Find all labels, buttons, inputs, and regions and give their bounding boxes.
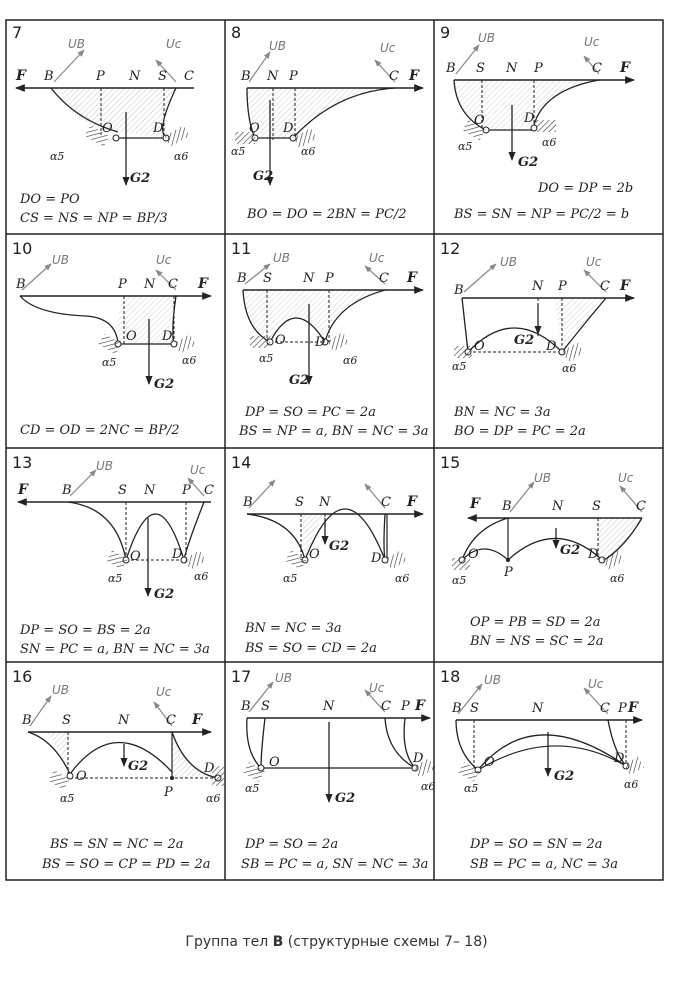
point-label: S [118,483,127,498]
point-label: S [476,61,485,76]
velocity-label-b: UB [273,251,291,265]
equation: OP = PB = SD = 2a [470,615,601,630]
point-label: D [315,335,326,350]
angle-label: α5 [245,782,260,795]
point-label: N [506,61,518,76]
point-label: P [401,699,410,714]
velocity-label-c: Uc [588,677,604,691]
velocity-label-b: UB [484,673,502,687]
point-label: P [558,279,567,294]
force-label: F [620,60,630,76]
point-label: B [452,701,462,716]
point-label: D [204,761,215,776]
point-label: P [325,271,334,286]
point-label: B [44,69,54,84]
point-label: C [600,279,610,294]
angle-label: α6 [395,572,410,585]
point-label: P [534,61,543,76]
point-label: N [532,279,544,294]
figure-caption [0,934,673,950]
equation: BS = SO = CP = PD = 2a [42,857,211,872]
point-label: C [166,713,176,728]
point-label: O [275,333,286,348]
equation: DO = PO [20,192,80,207]
point-label: B [62,483,72,498]
velocity-label-c: Uc [190,463,206,477]
point-label: C [184,69,194,84]
point-label: O [474,339,485,354]
gravity-label: G2 [329,539,350,554]
velocity-label-c: Uc [380,41,396,55]
gravity-label: G2 [130,171,151,186]
equation: CS = NS = NP = BP/3 [20,211,168,226]
force-label: F [470,496,480,512]
velocity-label-b: UB [500,255,518,269]
scheme-cell-11 [231,239,429,439]
point-label: C [168,277,178,292]
angle-label: α6 [542,136,557,149]
equation: SB = PC = a, SN = NC = 3a [241,857,429,872]
point-label: B [237,271,247,286]
angle-label: α5 [50,150,65,163]
cell-number: 16 [12,667,33,686]
gravity-label: G2 [554,769,575,784]
velocity-label-c: Uc [369,251,385,265]
point-label: B [22,713,32,728]
point-label: N [144,483,156,498]
gravity-label: G2 [560,543,581,558]
equation: BN = NC = 3a [454,405,551,420]
point-label: S [158,69,167,84]
cell-number: 12 [440,239,461,258]
equation: BN = NS = SC = 2a [470,634,604,649]
scheme-cell-12 [440,239,634,439]
scheme-cell-9 [440,23,634,222]
cell-number: 15 [440,453,461,472]
gravity-label: G2 [518,155,539,170]
point-label: D [614,751,625,766]
point-label: O [484,755,495,770]
point-label: D [588,547,599,562]
point-label: O [126,329,137,344]
point-label: S [62,713,71,728]
equation: BO = DP = PC = 2a [454,424,586,439]
point-label: O [76,769,87,784]
gravity-label: G2 [335,791,356,806]
equation: BS = SN = NP = PC/2 = b [454,207,630,222]
angle-label: α6 [301,145,316,158]
force-label: F [198,276,208,292]
point-label: P [504,565,513,580]
point-label: C [592,61,602,76]
force-label: F [407,494,417,510]
point-label: P [164,785,173,800]
equation: DP = SO = SN = 2a [470,837,603,852]
grid-frame [6,20,663,880]
velocity-label-c: Uc [156,253,172,267]
point-label: B [16,277,26,292]
equation: CD = OD = 2NC = BP/2 [20,423,180,438]
force-label: F [415,698,425,714]
equation: BN = NC = 3a [245,621,342,636]
equation: SN = PC = a, BN = NC = 3a [20,642,210,657]
point-label: D [413,751,424,766]
angle-label: α5 [259,352,274,365]
velocity-label-c: Uc [618,471,634,485]
scheme-cell-7 [12,23,194,226]
equation: DO = DP = 2b [538,181,634,196]
angle-label: α5 [464,782,479,795]
angle-label: α5 [458,140,473,153]
angle-label: α5 [60,792,75,805]
gravity-label: G2 [154,587,175,602]
point-label: N [552,499,564,514]
point-label: P [618,701,627,716]
scheme-cell-15 [440,453,646,649]
velocity-label-b: UB [275,671,293,685]
point-label: O [249,121,260,136]
point-label: C [204,483,214,498]
point-label: B [454,283,464,298]
angle-label: α6 [624,778,639,791]
point-label: P [118,277,127,292]
point-label: B [502,499,512,514]
angle-label: α6 [194,570,209,583]
point-label: N [129,69,141,84]
velocity-label-c: Uc [586,255,602,269]
angle-label: α6 [562,362,577,375]
point-label: B [446,61,456,76]
velocity-label-b: UB [68,37,86,51]
point-label: N [118,713,130,728]
equation: DP = SO = 2a [245,837,339,852]
force-label: F [409,68,419,84]
cell-number: 11 [231,239,252,258]
gravity-label: G2 [154,377,175,392]
velocity-label-b: UB [534,471,552,485]
cell-number: 13 [12,453,33,472]
point-label: N [303,271,315,286]
equation: BS = SN = NC = 2a [50,837,184,852]
velocity-label-b: UB [52,683,70,697]
angle-label: α6 [182,354,197,367]
angle-label: α5 [102,356,117,369]
force-label: F [628,700,638,716]
point-label: C [636,499,646,514]
cell-number: 8 [231,23,242,42]
point-label: C [381,699,391,714]
velocity-label-c: Uc [166,37,182,51]
point-label: S [470,701,479,716]
point-label: C [600,701,610,716]
point-label: C [379,271,389,286]
angle-label: α5 [452,574,467,587]
point-label: S [263,271,272,286]
force-label: F [407,270,417,286]
point-label: O [474,113,485,128]
angle-label: α6 [206,792,221,805]
point-label: C [381,495,391,510]
equation: DP = SO = PC = 2a [245,405,376,420]
angle-label: α6 [610,572,625,585]
scheme-cell-17 [231,667,435,872]
point-label: D [283,121,294,136]
scheme-cell-16 [12,667,224,872]
cell-number: 14 [231,453,252,472]
force-label: F [192,712,202,728]
velocity-label-c: Uc [369,681,385,695]
caption-group-letter: B [272,934,284,950]
point-label: S [261,699,270,714]
point-label: C [389,69,399,84]
scheme-cell-13 [12,453,214,657]
point-label: D [153,121,164,136]
velocity-label-b: UB [478,31,496,45]
point-label: P [182,483,191,498]
point-label: O [269,755,280,770]
angle-label: α5 [452,360,467,373]
velocity-label-c: Uc [156,685,172,699]
force-label: F [16,68,26,84]
point-label: O [130,549,141,564]
angle-label: α6 [343,354,358,367]
angle-label: α6 [421,780,436,793]
scheme-cell-10 [12,239,211,438]
point-label: S [295,495,304,510]
scheme-cell-18 [440,667,644,872]
velocity-label-b: UB [269,39,287,53]
velocity-label-c: Uc [584,35,600,49]
point-label: P [96,69,105,84]
cell-number: 10 [12,239,33,258]
body-curve [456,720,626,770]
point-label: N [323,699,335,714]
angle-label: α5 [283,572,298,585]
point-label: O [309,547,320,562]
angle-label: α6 [174,150,189,163]
equation: DP = SO = BS = 2a [20,623,151,638]
equation: SB = PC = a, NC = 3a [470,857,618,872]
scheme-cell-8 [231,23,423,222]
point-label: O [102,121,113,136]
velocity-label-b: UB [96,459,114,473]
equation: BS = SO = CD = 2a [245,641,377,656]
point-label: B [243,495,253,510]
point-label: D [546,339,557,354]
caption-prefix: Группа тел [185,934,269,950]
force-label: F [620,278,630,294]
gravity-label: G2 [289,373,310,388]
point-label: O [468,547,479,562]
point-label: N [267,69,279,84]
scheme-cell-14 [231,453,423,656]
cell-number: 9 [440,23,451,42]
gravity-label: G2 [514,333,535,348]
point-label: D [162,329,173,344]
gravity-label: G2 [128,759,149,774]
force-label: F [18,482,28,498]
point-label: D [172,547,183,562]
velocity-label-b: UB [52,253,70,267]
point-label: B [241,69,251,84]
equation: BS = NP = a, BN = NC = 3a [239,424,429,439]
angle-label: α5 [231,145,246,158]
angle-label: α5 [108,572,123,585]
cell-number: 17 [231,667,252,686]
gravity-label: G2 [253,169,274,184]
cell-number: 7 [12,23,23,42]
equation: BO = DO = 2BN = PC/2 [247,207,407,222]
point-label: B [241,699,251,714]
point-label: N [532,701,544,716]
caption-suffix: (структурные схемы 7– 18) [287,934,488,950]
point-label: N [319,495,331,510]
cell-number: 18 [440,667,461,686]
point-label: P [289,69,298,84]
point-label: D [371,551,382,566]
point-label: N [144,277,156,292]
point-label: D [524,111,535,126]
point-label: S [592,499,601,514]
